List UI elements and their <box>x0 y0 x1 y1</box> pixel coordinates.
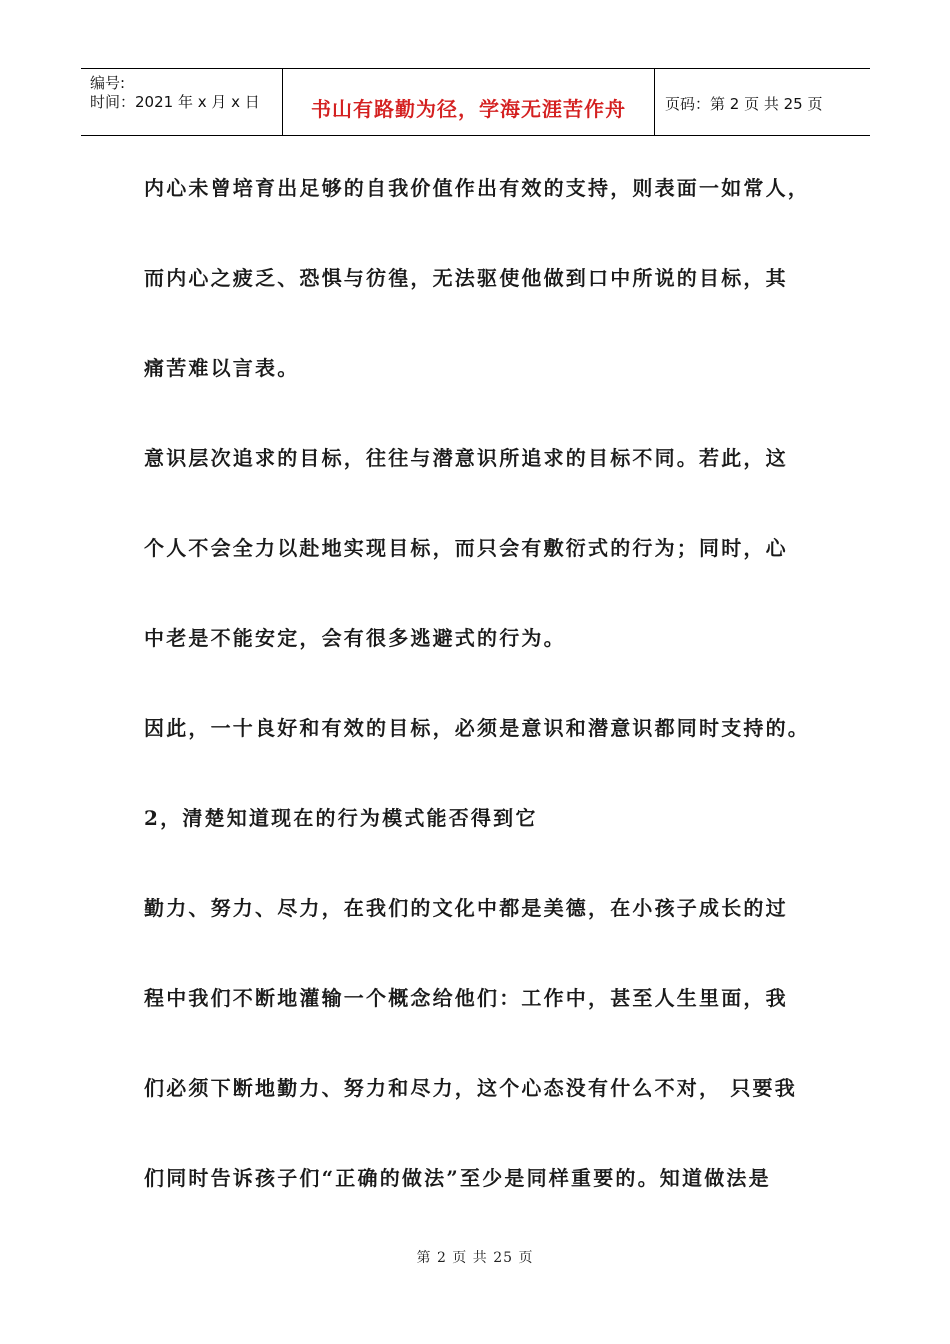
body-line: 们同时告诉孩子们“正确的做法”至少是同样重要的。知道做法是 <box>144 1166 771 1190</box>
body-line: 而内心之疲乏、恐惧与彷徨，无法驱使他做到口中所说的目标，其 <box>144 266 788 290</box>
document-number-label: 编号: <box>90 74 126 92</box>
header-meta-cell <box>81 69 282 135</box>
header-page-cell <box>655 69 870 135</box>
body-line: 程中我们不断地灌输一个概念给他们：工作中，甚至人生里面，我 <box>144 986 788 1010</box>
body-line: 痛苦难以言表。 <box>144 356 300 380</box>
section-heading: 2，清楚知道现在的行为模式能否得到它 <box>144 806 538 830</box>
document-date-label: 时间：2021 年 x 月 x 日 <box>90 93 260 111</box>
body-line: 们必须下断地勤力、努力和尽力，这个心态没有什么不对， 只要我 <box>144 1076 797 1100</box>
page-footer: 第 2 页 共 25 页 <box>416 1250 534 1266</box>
page-header <box>81 68 870 136</box>
header-page-info: 页码：第 2 页 共 25 页 <box>665 95 823 113</box>
body-line: 因此，一十良好和有效的目标，必须是意识和潜意识都同时支持的。 <box>144 716 810 740</box>
body-line: 个人不会全力以赴地实现目标，而只会有敷衍式的行为；同时，心 <box>144 536 788 560</box>
body-line: 意识层次追求的目标，往往与潜意识所追求的目标不同。若此，这 <box>144 446 788 470</box>
body-line: 勤力、努力、尽力，在我们的文化中都是美德，在小孩子成长的过 <box>144 896 788 920</box>
motto-text: 书山有路勤为径，学海无涯苦作舟 <box>311 97 626 121</box>
header-motto-cell <box>282 69 655 135</box>
body-line: 中老是不能安定，会有很多逃避式的行为。 <box>144 626 566 650</box>
body-line: 内心未曾培育出足够的自我价值作出有效的支持，则表面一如常人， <box>144 176 810 200</box>
